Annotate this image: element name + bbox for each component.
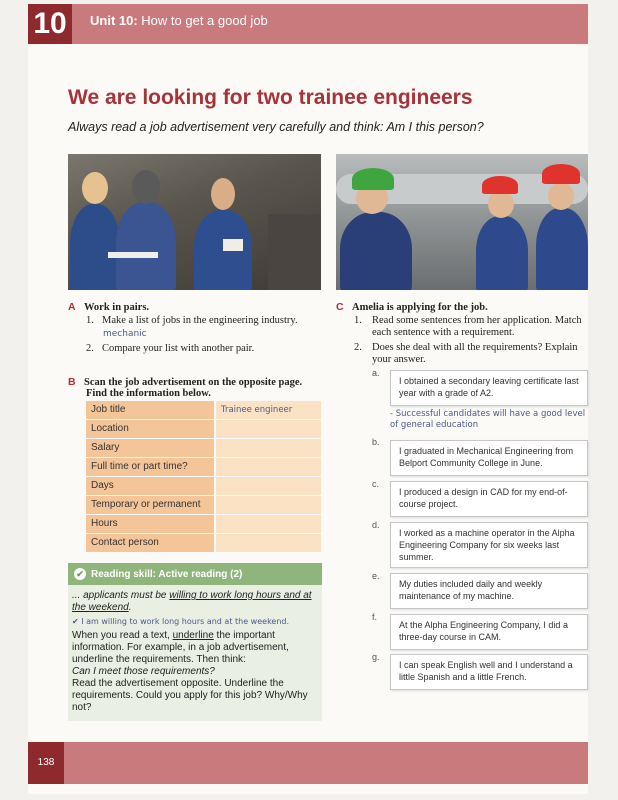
job-info-table <box>86 401 321 553</box>
reading-skill-title: Reading skill: Active reading (2) <box>91 568 243 580</box>
sentence-label: e. <box>372 571 380 581</box>
section-c-heading <box>336 301 488 313</box>
table-row: Job title Trainee engineer <box>86 401 321 420</box>
sentence-label: g. <box>372 652 380 662</box>
footer-band <box>28 742 588 784</box>
unit-number: 10 <box>28 4 72 44</box>
handwritten-note: ✔ I am willing to work long hours and at the weekend. <box>72 617 290 626</box>
section-c-letter: C <box>336 301 344 313</box>
section-a-item: 1. Make a list of jobs in the engineering industry. <box>86 315 298 326</box>
factory-photo <box>336 154 588 290</box>
section-a-item: 2. Compare your list with another pair. <box>86 343 255 354</box>
section-a-letter: A <box>68 301 76 313</box>
section-c-item: 1. Read some sentences from her application. Match each sentence with a requirement. <box>354 315 582 338</box>
sentence-label: b. <box>372 437 380 447</box>
instruction-text: When you read a text, underline the important information. For example, in a job advertisement, underline the requirements. Then think: <box>72 630 289 665</box>
reading-skill-body <box>68 585 322 719</box>
section-b-heading: B Scan the job advertisement on the opposite page. <box>68 376 303 388</box>
reading-skill-header <box>68 563 322 585</box>
page-subtitle: Always read a job advertisement very carefully and think: Am I this person? <box>68 120 484 134</box>
page-number: 138 <box>28 742 64 784</box>
handwritten-requirement: - Successful candidates will have a good level of general education <box>390 409 586 430</box>
unit-title-text: How to get a good job <box>141 13 268 28</box>
unit-title <box>90 13 268 28</box>
handwritten-answer: mechanic <box>103 329 147 339</box>
question-text: Can I meet those requirements? <box>72 666 215 677</box>
task-text: Read the advertisement opposite. Underline the requirements. Could you apply for this job? Why/Why not? <box>72 678 308 713</box>
sentence-box: I graduated in Mechanical Engineering from Belport Community College in June. <box>390 440 588 476</box>
sentence-box: I can speak English well and I understand a little Spanish and a little French. <box>390 654 588 690</box>
section-a-heading <box>68 301 149 313</box>
sentence-box: My duties included daily and weekly maintenance of my machine. <box>390 573 588 609</box>
table-row: Days <box>86 477 321 496</box>
section-b-heading-line2: Find the information below. <box>86 388 211 399</box>
unit-label: Unit 10: <box>90 13 138 28</box>
table-row: Temporary or permanent <box>86 496 321 515</box>
sentence-label: a. <box>372 368 380 378</box>
workshop-photo <box>68 154 321 290</box>
sentence-box: I produced a design in CAD for my end-of-course project. <box>390 481 588 517</box>
table-row: Hours <box>86 515 321 534</box>
page-title: We are looking for two trainee engineers <box>68 86 473 109</box>
sentence-label: d. <box>372 520 380 530</box>
table-row: Salary <box>86 439 321 458</box>
sentence-label: c. <box>372 479 380 489</box>
table-row: Full time or part time? <box>86 458 321 477</box>
reading-skill-box <box>68 563 322 721</box>
section-c-title: Amelia is applying for the job. <box>352 302 488 313</box>
sentence-label: f. <box>372 612 378 622</box>
sentence-box: I obtained a secondary leaving certificate last year with a grade of A2. <box>390 370 588 406</box>
section-c-item: 2. Does she deal with all the requirements? Explain your answer. <box>354 342 578 365</box>
section-b-letter: B <box>68 376 76 388</box>
section-a-title: Work in pairs. <box>84 302 150 313</box>
table-row: Contact person <box>86 534 321 553</box>
sentence-box: At the Alpha Engineering Company, I did a three-day course in CAM. <box>390 614 588 650</box>
table-row: Location <box>86 420 321 439</box>
example-text: ... applicants must be willing to work long hours and at the weekend. <box>72 590 312 613</box>
sentence-box: I worked as a machine operator in the Alpha Engineering Company for six weeks last summer. <box>390 522 588 568</box>
check-icon: ✔ <box>74 568 86 580</box>
